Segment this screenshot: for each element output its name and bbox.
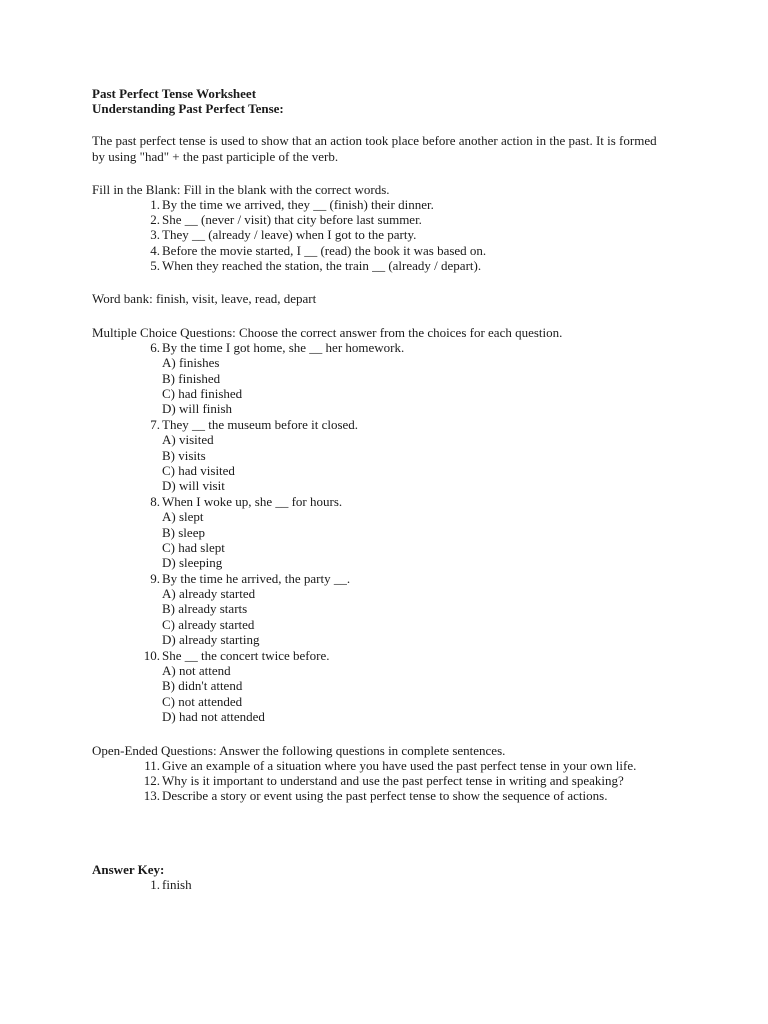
mc-question bbox=[92, 648, 672, 725]
mc-question-stem bbox=[92, 494, 672, 509]
item-number: 8. bbox=[150, 493, 160, 509]
item-text: Describe a story or event using the past perfect tense to show the sequence of actions. bbox=[162, 788, 608, 804]
mc-question-stem bbox=[92, 417, 672, 432]
mc-option: A) not attend bbox=[162, 662, 231, 678]
mc-option: C) already started bbox=[162, 616, 255, 632]
mc-option: C) had slept bbox=[162, 539, 225, 555]
worksheet-page bbox=[92, 86, 672, 892]
mc-option: A) finishes bbox=[162, 355, 220, 371]
answer-key-section bbox=[92, 862, 672, 893]
item-text: By the time we arrived, they __ (finish) their dinner. bbox=[162, 196, 434, 212]
mc-question bbox=[92, 417, 672, 494]
item-number: 7. bbox=[150, 416, 160, 432]
item-text: Why is it important to understand and use the past perfect tense in writing and speaking? bbox=[162, 773, 624, 789]
item-number: 2. bbox=[150, 212, 160, 228]
item-text: When I woke up, she __ for hours. bbox=[162, 493, 343, 509]
mc-option: D) will finish bbox=[162, 401, 233, 417]
mc-option: C) not attended bbox=[162, 693, 243, 709]
item-text: Before the movie started, I __ (read) the book it was based on. bbox=[162, 242, 487, 258]
fill-blank-item bbox=[92, 227, 672, 242]
open-ended-heading: Open-Ended Questions: Answer the following questions in complete sentences. bbox=[92, 742, 506, 758]
mc-option: C) had visited bbox=[162, 463, 235, 478]
mc-option: B) already starts bbox=[162, 601, 248, 617]
mc-question bbox=[92, 494, 672, 571]
fill-blank-item bbox=[92, 197, 672, 212]
mc-option: A) already started bbox=[162, 586, 256, 602]
item-text: She __ the concert twice before. bbox=[162, 647, 330, 663]
item-text: When they reached the station, the train __ (already / depart). bbox=[162, 258, 482, 274]
item-text: She __ (never / visit) that city before last summer. bbox=[162, 212, 422, 228]
mc-question-stem bbox=[92, 340, 672, 355]
mc-option: D) will visit bbox=[162, 478, 225, 494]
page-subtitle: Understanding Past Perfect Tense: bbox=[92, 101, 284, 117]
answer-key-item bbox=[92, 877, 672, 892]
mc-option: C) had finished bbox=[162, 386, 243, 402]
item-number: 10. bbox=[143, 647, 160, 663]
item-text: Give an example of a situation where you have used the past perfect tense in your own life. bbox=[162, 757, 637, 773]
mc-option: D) sleeping bbox=[162, 555, 223, 571]
open-ended-section bbox=[92, 743, 672, 804]
fill-blank-item bbox=[92, 243, 672, 258]
item-number: 9. bbox=[150, 570, 160, 586]
page-title: Past Perfect Tense Worksheet bbox=[92, 86, 257, 101]
item-text: By the time I got home, she __ her homework. bbox=[162, 339, 405, 355]
mc-question-stem bbox=[92, 571, 672, 586]
item-text: By the time he arrived, the party __. bbox=[162, 570, 351, 586]
item-number: 5. bbox=[150, 258, 160, 274]
mc-option: D) already starting bbox=[162, 632, 260, 648]
item-text: They __ the museum before it closed. bbox=[162, 416, 359, 432]
item-number: 11. bbox=[144, 757, 160, 773]
multiple-choice-heading: Multiple Choice Questions: Choose the correct answer from the choices for each question. bbox=[92, 324, 563, 340]
fill-in-blank-section bbox=[92, 182, 672, 274]
item-text: finish bbox=[162, 877, 192, 893]
mc-option: B) visits bbox=[162, 447, 206, 463]
item-number: 12. bbox=[143, 773, 160, 789]
answer-key-heading: Answer Key: bbox=[92, 861, 165, 877]
multiple-choice-section bbox=[92, 325, 672, 725]
intro-paragraph: The past perfect tense is used to show that an action took place before another action in the past. It is formed by using "had" + the past participle of the verb. bbox=[92, 132, 657, 165]
mc-question-stem bbox=[92, 648, 672, 663]
mc-option: A) slept bbox=[162, 509, 204, 525]
fill-blank-item bbox=[92, 212, 672, 227]
word-bank: Word bank: finish, visit, leave, read, depart bbox=[92, 291, 317, 307]
item-number: 4. bbox=[150, 242, 160, 258]
mc-option: B) sleep bbox=[162, 524, 205, 540]
mc-option: D) had not attended bbox=[162, 709, 265, 725]
item-number: 1. bbox=[150, 196, 160, 212]
fill-blank-list bbox=[92, 197, 672, 273]
item-text: They __ (already / leave) when I got to the party. bbox=[162, 227, 417, 243]
item-number: 1. bbox=[150, 877, 160, 893]
fill-blank-heading: Fill in the Blank: Fill in the blank with the correct words. bbox=[92, 181, 390, 197]
item-number: 13. bbox=[143, 788, 160, 804]
mc-question bbox=[92, 340, 672, 417]
item-number: 6. bbox=[150, 339, 160, 355]
mc-question bbox=[92, 571, 672, 648]
item-number: 3. bbox=[150, 227, 160, 243]
open-ended-item bbox=[92, 758, 672, 773]
mc-option: B) didn't attend bbox=[162, 678, 243, 694]
mc-option: A) visited bbox=[162, 432, 214, 448]
open-ended-item bbox=[92, 788, 672, 803]
mc-option: B) finished bbox=[162, 370, 221, 386]
open-ended-item bbox=[92, 773, 672, 788]
fill-blank-item bbox=[92, 258, 672, 273]
